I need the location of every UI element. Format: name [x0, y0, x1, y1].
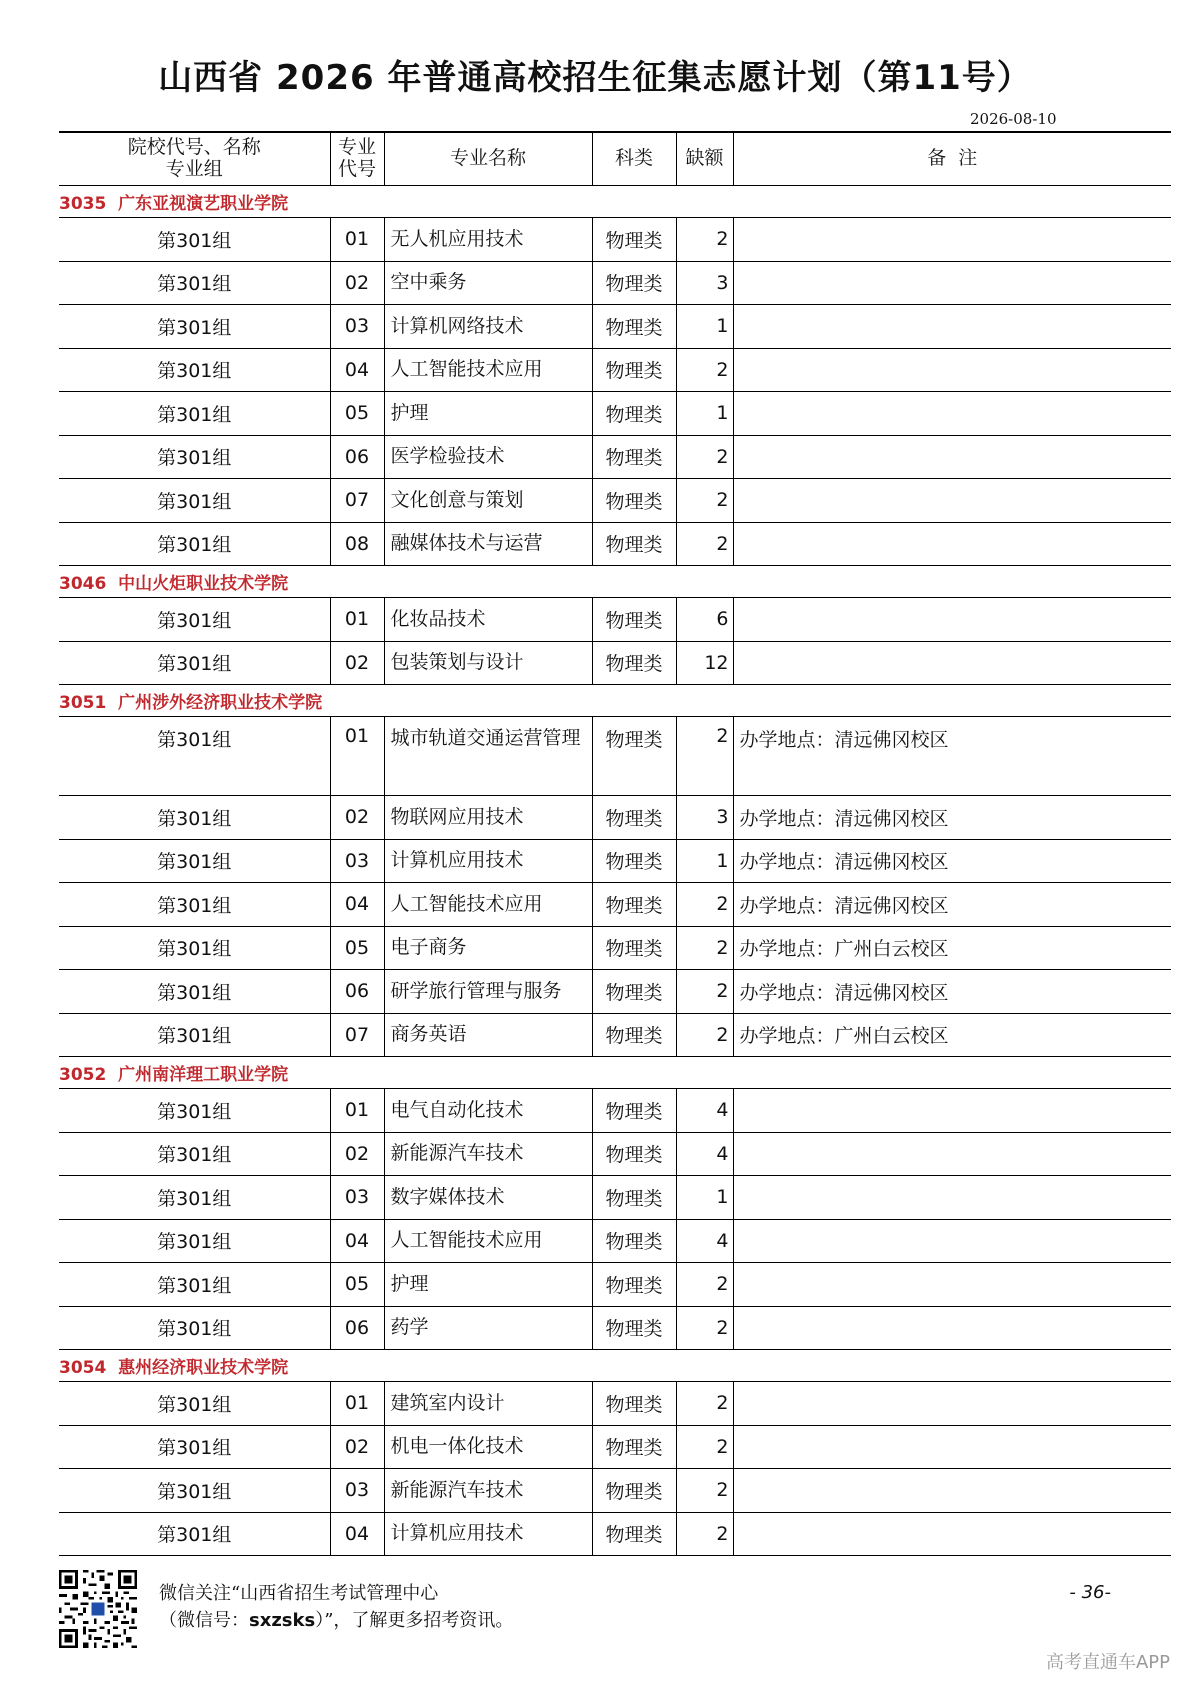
code-cell: 07 — [330, 479, 384, 523]
note-cell — [733, 392, 1171, 436]
note-cell: 办学地点：清远佛冈校区 — [733, 970, 1171, 1014]
category-cell: 物理类 — [592, 261, 676, 305]
table-row — [59, 1089, 1171, 1133]
table-row — [59, 839, 1171, 883]
table-row — [59, 1512, 1171, 1556]
category-cell: 物理类 — [592, 598, 676, 642]
group-cell: 第301组 — [59, 1176, 330, 1220]
header-code-line2: 代号 — [337, 158, 376, 180]
code-cell: 06 — [330, 970, 384, 1014]
quota-cell: 2 — [676, 1306, 733, 1350]
code-cell: 03 — [330, 1176, 384, 1220]
quota-cell: 2 — [676, 348, 733, 392]
category-cell: 物理类 — [592, 1512, 676, 1556]
school-name: 3046 中山火炬职业技术学院 — [59, 566, 1171, 598]
major-cell: 护理 — [384, 392, 592, 436]
table-row — [59, 1469, 1171, 1513]
note-cell — [733, 261, 1171, 305]
major-cell: 计算机应用技术 — [384, 839, 592, 883]
quota-cell: 2 — [676, 435, 733, 479]
category-cell: 物理类 — [592, 218, 676, 262]
category-cell: 物理类 — [592, 1219, 676, 1263]
footer-line2-prefix: （微信号： — [159, 1610, 249, 1631]
note-cell: 办学地点：清远佛冈校区 — [733, 883, 1171, 927]
note-cell — [733, 1132, 1171, 1176]
quota-cell: 4 — [676, 1219, 733, 1263]
plan-table — [59, 131, 1171, 1556]
code-cell: 02 — [330, 796, 384, 840]
school-name: 3052 广州南洋理工职业学院 — [59, 1057, 1171, 1089]
table-row — [59, 1013, 1171, 1057]
major-cell: 包装策划与设计 — [384, 641, 592, 685]
code-cell: 02 — [330, 641, 384, 685]
category-cell: 物理类 — [592, 392, 676, 436]
major-cell: 新能源汽车技术 — [384, 1469, 592, 1513]
major-cell: 物联网应用技术 — [384, 796, 592, 840]
group-cell: 第301组 — [59, 717, 330, 796]
note-cell: 办学地点：清远佛冈校区 — [733, 796, 1171, 840]
table-row — [59, 1425, 1171, 1469]
page-number: - 36- — [1069, 1582, 1111, 1603]
note-cell — [733, 1219, 1171, 1263]
quota-cell: 2 — [676, 1382, 733, 1426]
major-cell: 电气自动化技术 — [384, 1089, 592, 1133]
group-cell: 第301组 — [59, 479, 330, 523]
footer-wechat-notice — [159, 1580, 513, 1634]
quota-cell: 1 — [676, 392, 733, 436]
code-cell: 02 — [330, 1425, 384, 1469]
category-cell: 物理类 — [592, 883, 676, 927]
footer-wechat-id: sxzsks — [249, 1610, 316, 1631]
header-quota: 缺额 — [676, 131, 733, 186]
category-cell: 物理类 — [592, 970, 676, 1014]
major-cell: 城市轨道交通运营管理 — [384, 717, 592, 796]
code-cell: 03 — [330, 305, 384, 349]
school-name: 3054 惠州经济职业技术学院 — [59, 1350, 1171, 1382]
group-cell: 第301组 — [59, 641, 330, 685]
note-cell — [733, 1176, 1171, 1220]
quota-cell: 1 — [676, 1176, 733, 1220]
code-cell: 01 — [330, 218, 384, 262]
quota-cell: 4 — [676, 1089, 733, 1133]
watermark-text: 高考直通车APP — [1045, 1652, 1170, 1673]
quota-cell: 2 — [676, 218, 733, 262]
group-cell: 第301组 — [59, 883, 330, 927]
code-cell: 04 — [330, 883, 384, 927]
school-name: 3035 广东亚视演艺职业学院 — [59, 186, 1171, 218]
footer-line2-suffix: ）”，了解更多招考资讯。 — [315, 1610, 514, 1631]
category-cell: 物理类 — [592, 641, 676, 685]
major-cell: 空中乘务 — [384, 261, 592, 305]
header-code — [330, 131, 384, 186]
major-cell: 人工智能技术应用 — [384, 1219, 592, 1263]
table-row — [59, 305, 1171, 349]
group-cell: 第301组 — [59, 1263, 330, 1307]
category-cell: 物理类 — [592, 479, 676, 523]
qr-code-icon — [59, 1570, 137, 1648]
table-header-row — [59, 131, 1171, 186]
note-cell — [733, 348, 1171, 392]
note-cell: 办学地点：广州白云校区 — [733, 926, 1171, 970]
table-row — [59, 348, 1171, 392]
note-cell — [733, 479, 1171, 523]
note-cell — [733, 305, 1171, 349]
major-cell: 文化创意与策划 — [384, 479, 592, 523]
header-school-group — [59, 131, 330, 186]
quota-cell: 2 — [676, 970, 733, 1014]
category-cell: 物理类 — [592, 1469, 676, 1513]
table-row — [59, 1382, 1171, 1426]
table-row — [59, 261, 1171, 305]
group-cell: 第301组 — [59, 1219, 330, 1263]
code-cell: 05 — [330, 392, 384, 436]
plan-table-body — [59, 186, 1171, 1556]
quota-cell: 2 — [676, 883, 733, 927]
major-cell: 融媒体技术与运营 — [384, 522, 592, 566]
category-cell: 物理类 — [592, 1013, 676, 1057]
category-cell: 物理类 — [592, 796, 676, 840]
note-cell — [733, 598, 1171, 642]
group-cell: 第301组 — [59, 522, 330, 566]
table-row — [59, 392, 1171, 436]
table-row — [59, 218, 1171, 262]
table-row — [59, 522, 1171, 566]
major-cell: 药学 — [384, 1306, 592, 1350]
note-cell — [733, 522, 1171, 566]
school-row — [59, 566, 1171, 598]
category-cell: 物理类 — [592, 305, 676, 349]
quota-cell: 2 — [676, 717, 733, 796]
group-cell: 第301组 — [59, 1089, 330, 1133]
category-cell: 物理类 — [592, 435, 676, 479]
category-cell: 物理类 — [592, 522, 676, 566]
table-row — [59, 598, 1171, 642]
table-row — [59, 1176, 1171, 1220]
group-cell: 第301组 — [59, 218, 330, 262]
group-cell: 第301组 — [59, 1013, 330, 1057]
table-row — [59, 1219, 1171, 1263]
note-cell — [733, 641, 1171, 685]
table-row — [59, 479, 1171, 523]
category-cell: 物理类 — [592, 839, 676, 883]
major-cell: 计算机应用技术 — [384, 1512, 592, 1556]
group-cell: 第301组 — [59, 1469, 330, 1513]
code-cell: 03 — [330, 839, 384, 883]
group-cell: 第301组 — [59, 839, 330, 883]
major-cell: 建筑室内设计 — [384, 1382, 592, 1426]
note-cell — [733, 1382, 1171, 1426]
code-cell: 04 — [330, 1219, 384, 1263]
group-cell: 第301组 — [59, 926, 330, 970]
school-row — [59, 1350, 1171, 1382]
category-cell: 物理类 — [592, 926, 676, 970]
category-cell: 物理类 — [592, 1425, 676, 1469]
code-cell: 05 — [330, 926, 384, 970]
header-major: 专业名称 — [384, 131, 592, 186]
header-school-group-line1: 院校代号、名称 — [127, 136, 261, 158]
quota-cell: 2 — [676, 1425, 733, 1469]
major-cell: 人工智能技术应用 — [384, 348, 592, 392]
major-cell: 研学旅行管理与服务 — [384, 970, 592, 1014]
table-row — [59, 970, 1171, 1014]
category-cell: 物理类 — [592, 348, 676, 392]
code-cell: 02 — [330, 1132, 384, 1176]
table-row — [59, 796, 1171, 840]
header-code-line1: 专业 — [337, 136, 376, 158]
note-cell: 办学地点：清远佛冈校区 — [733, 839, 1171, 883]
note-cell — [733, 435, 1171, 479]
quota-cell: 2 — [676, 479, 733, 523]
major-cell: 无人机应用技术 — [384, 218, 592, 262]
group-cell: 第301组 — [59, 1382, 330, 1426]
quota-cell: 6 — [676, 598, 733, 642]
code-cell: 02 — [330, 261, 384, 305]
quota-cell: 2 — [676, 522, 733, 566]
category-cell: 物理类 — [592, 717, 676, 796]
header-category: 科类 — [592, 131, 676, 186]
code-cell: 07 — [330, 1013, 384, 1057]
note-cell: 办学地点：清远佛冈校区 — [733, 717, 1171, 796]
table-row — [59, 717, 1171, 796]
header-note: 备 注 — [733, 131, 1171, 186]
group-cell: 第301组 — [59, 1425, 330, 1469]
note-cell — [733, 1469, 1171, 1513]
code-cell: 01 — [330, 598, 384, 642]
table-row — [59, 1132, 1171, 1176]
quota-cell: 2 — [676, 1469, 733, 1513]
table-row — [59, 883, 1171, 927]
code-cell: 08 — [330, 522, 384, 566]
note-cell — [733, 1306, 1171, 1350]
quota-cell: 1 — [676, 305, 733, 349]
table-row — [59, 1306, 1171, 1350]
code-cell: 01 — [330, 1382, 384, 1426]
school-row — [59, 685, 1171, 717]
quota-cell: 2 — [676, 1263, 733, 1307]
quota-cell: 3 — [676, 261, 733, 305]
code-cell: 05 — [330, 1263, 384, 1307]
category-cell: 物理类 — [592, 1132, 676, 1176]
group-cell: 第301组 — [59, 435, 330, 479]
quota-cell: 2 — [676, 1013, 733, 1057]
major-cell: 数字媒体技术 — [384, 1176, 592, 1220]
note-cell: 办学地点：广州白云校区 — [733, 1013, 1171, 1057]
category-cell: 物理类 — [592, 1306, 676, 1350]
major-cell: 商务英语 — [384, 1013, 592, 1057]
code-cell: 04 — [330, 348, 384, 392]
major-cell: 人工智能技术应用 — [384, 883, 592, 927]
table-row — [59, 641, 1171, 685]
major-cell: 医学检验技术 — [384, 435, 592, 479]
table-row — [59, 926, 1171, 970]
code-cell: 06 — [330, 1306, 384, 1350]
note-cell — [733, 1263, 1171, 1307]
note-cell — [733, 1512, 1171, 1556]
major-cell: 护理 — [384, 1263, 592, 1307]
note-cell — [733, 218, 1171, 262]
group-cell: 第301组 — [59, 1132, 330, 1176]
group-cell: 第301组 — [59, 261, 330, 305]
quota-cell: 2 — [676, 1512, 733, 1556]
code-cell: 01 — [330, 717, 384, 796]
document-date: 2026-08-10 — [970, 110, 1057, 128]
major-cell: 新能源汽车技术 — [384, 1132, 592, 1176]
code-cell: 01 — [330, 1089, 384, 1133]
code-cell: 03 — [330, 1469, 384, 1513]
major-cell: 化妆品技术 — [384, 598, 592, 642]
footer-line2 — [159, 1607, 513, 1634]
table-row — [59, 435, 1171, 479]
document-title: 山西省 2026 年普通高校招生征集志愿计划（第11号） — [158, 58, 1032, 98]
quota-cell: 1 — [676, 839, 733, 883]
category-cell: 物理类 — [592, 1176, 676, 1220]
school-row — [59, 186, 1171, 218]
quota-cell: 3 — [676, 796, 733, 840]
quota-cell: 2 — [676, 926, 733, 970]
group-cell: 第301组 — [59, 796, 330, 840]
footer-line1: 微信关注“山西省招生考试管理中心 — [159, 1583, 439, 1604]
table-row — [59, 1263, 1171, 1307]
category-cell: 物理类 — [592, 1382, 676, 1426]
code-cell: 04 — [330, 1512, 384, 1556]
major-cell: 机电一体化技术 — [384, 1425, 592, 1469]
category-cell: 物理类 — [592, 1263, 676, 1307]
category-cell: 物理类 — [592, 1089, 676, 1133]
major-cell: 电子商务 — [384, 926, 592, 970]
quota-cell: 12 — [676, 641, 733, 685]
note-cell — [733, 1089, 1171, 1133]
group-cell: 第301组 — [59, 970, 330, 1014]
school-row — [59, 1057, 1171, 1089]
quota-cell: 4 — [676, 1132, 733, 1176]
page-footer — [59, 1570, 1171, 1660]
group-cell: 第301组 — [59, 598, 330, 642]
code-cell: 06 — [330, 435, 384, 479]
note-cell — [733, 1425, 1171, 1469]
group-cell: 第301组 — [59, 1306, 330, 1350]
group-cell: 第301组 — [59, 392, 330, 436]
school-name: 3051 广州涉外经济职业技术学院 — [59, 685, 1171, 717]
group-cell: 第301组 — [59, 305, 330, 349]
group-cell: 第301组 — [59, 1512, 330, 1556]
group-cell: 第301组 — [59, 348, 330, 392]
major-cell: 计算机网络技术 — [384, 305, 592, 349]
header-school-group-line2: 专业组 — [165, 158, 223, 180]
